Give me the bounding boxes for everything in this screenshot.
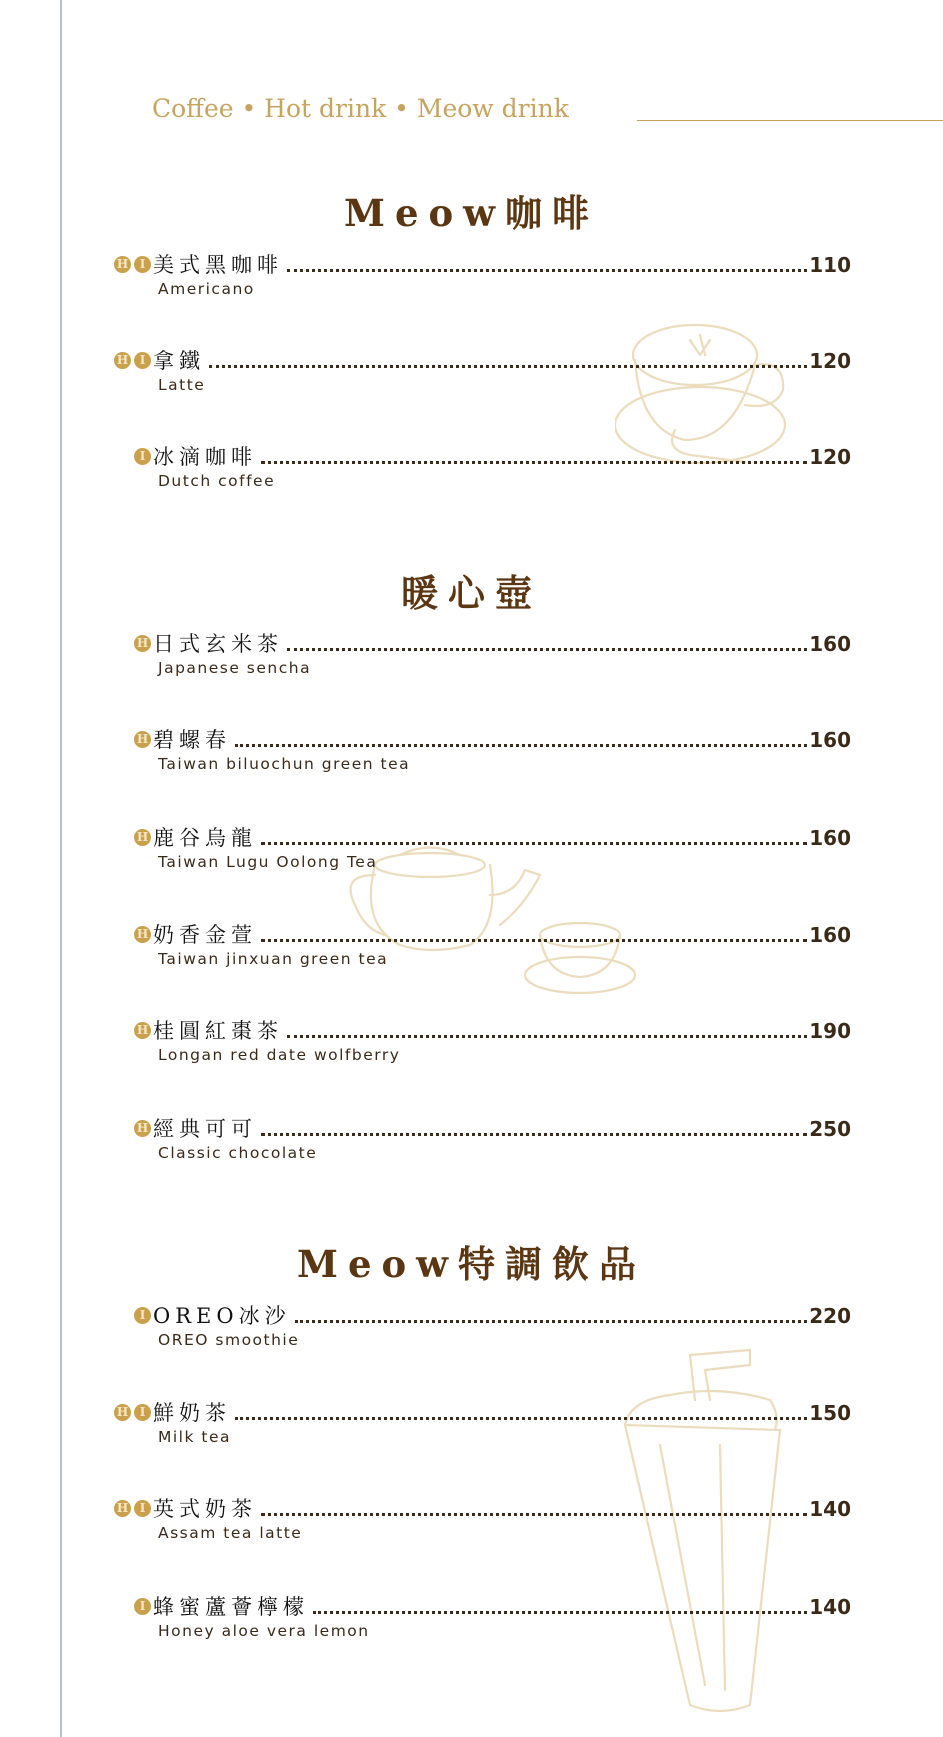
iced-badge-icon: I bbox=[134, 256, 151, 273]
menu-item bbox=[0, 631, 943, 691]
menu-item bbox=[0, 727, 943, 787]
item-english-name: Taiwan jinxuan green tea bbox=[158, 950, 389, 968]
item-price: 120 bbox=[809, 445, 851, 469]
item-name: 桂圓紅棗茶 bbox=[153, 1019, 283, 1043]
item-price: 220 bbox=[809, 1304, 851, 1328]
badge-group bbox=[134, 448, 151, 465]
badge-group bbox=[114, 352, 151, 369]
header-rule bbox=[637, 120, 943, 121]
item-english-name: Honey aloe vera lemon bbox=[158, 1622, 370, 1640]
section-title: 暖心壺 bbox=[401, 571, 542, 615]
item-row bbox=[153, 825, 851, 851]
item-english-name: OREO smoothie bbox=[158, 1331, 300, 1349]
hot-badge-icon: H bbox=[134, 731, 151, 748]
menu-item bbox=[0, 1400, 943, 1460]
dot-leader bbox=[261, 842, 807, 845]
badge-group bbox=[114, 1500, 151, 1517]
item-english-name: Milk tea bbox=[158, 1428, 232, 1446]
badge-group bbox=[134, 1022, 151, 1039]
iced-badge-icon: I bbox=[134, 1500, 151, 1517]
item-row bbox=[153, 252, 851, 278]
hot-badge-icon: H bbox=[134, 1120, 151, 1137]
hot-badge-icon: H bbox=[134, 1022, 151, 1039]
item-name: 日式玄米茶 bbox=[153, 632, 283, 656]
item-row bbox=[153, 922, 851, 948]
item-row bbox=[153, 1400, 851, 1426]
hot-badge-icon: H bbox=[114, 352, 131, 369]
badge-group bbox=[134, 1120, 151, 1137]
menu-item bbox=[0, 825, 943, 885]
item-row bbox=[153, 727, 851, 753]
item-price: 160 bbox=[809, 923, 851, 947]
item-name: 美式黑咖啡 bbox=[153, 253, 283, 277]
hot-badge-icon: H bbox=[114, 1404, 131, 1421]
item-price: 160 bbox=[809, 632, 851, 656]
iced-badge-icon: I bbox=[134, 352, 151, 369]
badge-group bbox=[134, 1598, 151, 1615]
hot-badge-icon: H bbox=[114, 256, 131, 273]
menu-item bbox=[0, 444, 943, 504]
item-price: 160 bbox=[809, 728, 851, 752]
dot-leader bbox=[295, 1320, 808, 1323]
item-name: 碧螺春 bbox=[153, 728, 231, 752]
item-price: 120 bbox=[809, 349, 851, 373]
item-row bbox=[153, 348, 851, 374]
iced-badge-icon: I bbox=[134, 1404, 151, 1421]
item-english-name: Taiwan Lugu Oolong Tea bbox=[158, 853, 378, 871]
badge-group bbox=[114, 1404, 151, 1421]
hot-badge-icon: H bbox=[134, 635, 151, 652]
item-name: 拿鐵 bbox=[153, 349, 205, 373]
item-row bbox=[153, 1116, 851, 1142]
badge-group bbox=[134, 635, 151, 652]
section-title: Meow咖啡 bbox=[343, 191, 600, 235]
badge-group bbox=[134, 1307, 151, 1324]
dot-leader bbox=[261, 461, 807, 464]
menu-item bbox=[0, 252, 943, 312]
menu-tagline: Coffee • Hot drink • Meow drink bbox=[152, 94, 569, 123]
item-name: OREO冰沙 bbox=[153, 1304, 291, 1328]
hot-badge-icon: H bbox=[114, 1500, 131, 1517]
item-row bbox=[153, 1303, 851, 1329]
item-row bbox=[153, 1018, 851, 1044]
item-name: 冰滴咖啡 bbox=[153, 445, 257, 469]
section-title: Meow特調飲品 bbox=[296, 1242, 647, 1286]
item-english-name: Longan red date wolfberry bbox=[158, 1046, 401, 1064]
dot-leader bbox=[287, 1035, 807, 1038]
item-english-name: Latte bbox=[158, 376, 206, 394]
menu-item bbox=[0, 1303, 943, 1363]
item-price: 150 bbox=[809, 1401, 851, 1425]
item-english-name: Taiwan biluochun green tea bbox=[158, 755, 411, 773]
badge-group bbox=[134, 829, 151, 846]
menu-item bbox=[0, 348, 943, 408]
item-price: 140 bbox=[809, 1595, 851, 1619]
item-name: 鮮奶茶 bbox=[153, 1401, 231, 1425]
menu-item bbox=[0, 1018, 943, 1078]
hot-badge-icon: H bbox=[134, 829, 151, 846]
item-row bbox=[153, 444, 851, 470]
menu-item bbox=[0, 922, 943, 982]
dot-leader bbox=[209, 365, 807, 368]
badge-group bbox=[134, 731, 151, 748]
item-price: 250 bbox=[809, 1117, 851, 1141]
item-name: 鹿谷烏龍 bbox=[153, 826, 257, 850]
item-english-name: Classic chocolate bbox=[158, 1144, 318, 1162]
item-english-name: Japanese sencha bbox=[158, 659, 312, 677]
item-row bbox=[153, 631, 851, 657]
item-price: 140 bbox=[809, 1497, 851, 1521]
item-row bbox=[153, 1594, 851, 1620]
badge-group bbox=[134, 926, 151, 943]
item-name: 蜂蜜蘆薈檸檬 bbox=[153, 1595, 309, 1619]
item-price: 110 bbox=[809, 253, 851, 277]
menu-item bbox=[0, 1594, 943, 1654]
hot-badge-icon: H bbox=[134, 926, 151, 943]
dot-leader bbox=[261, 1133, 807, 1136]
item-english-name: Americano bbox=[158, 280, 255, 298]
item-price: 190 bbox=[809, 1019, 851, 1043]
iced-badge-icon: I bbox=[134, 1598, 151, 1615]
item-english-name: Dutch coffee bbox=[158, 472, 276, 490]
item-name: 英式奶茶 bbox=[153, 1497, 257, 1521]
menu-item bbox=[0, 1116, 943, 1176]
dot-leader bbox=[261, 1513, 807, 1516]
item-price: 160 bbox=[809, 826, 851, 850]
item-name: 經典可可 bbox=[153, 1117, 257, 1141]
dot-leader bbox=[235, 744, 807, 747]
dot-leader bbox=[235, 1417, 807, 1420]
item-name: 奶香金萱 bbox=[153, 923, 257, 947]
dot-leader bbox=[313, 1611, 807, 1614]
badge-group bbox=[114, 256, 151, 273]
iced-badge-icon: I bbox=[134, 448, 151, 465]
dot-leader bbox=[287, 648, 807, 651]
item-english-name: Assam tea latte bbox=[158, 1524, 303, 1542]
item-row bbox=[153, 1496, 851, 1522]
iced-badge-icon: I bbox=[134, 1307, 151, 1324]
menu-item bbox=[0, 1496, 943, 1556]
dot-leader bbox=[287, 269, 807, 272]
dot-leader bbox=[261, 939, 807, 942]
